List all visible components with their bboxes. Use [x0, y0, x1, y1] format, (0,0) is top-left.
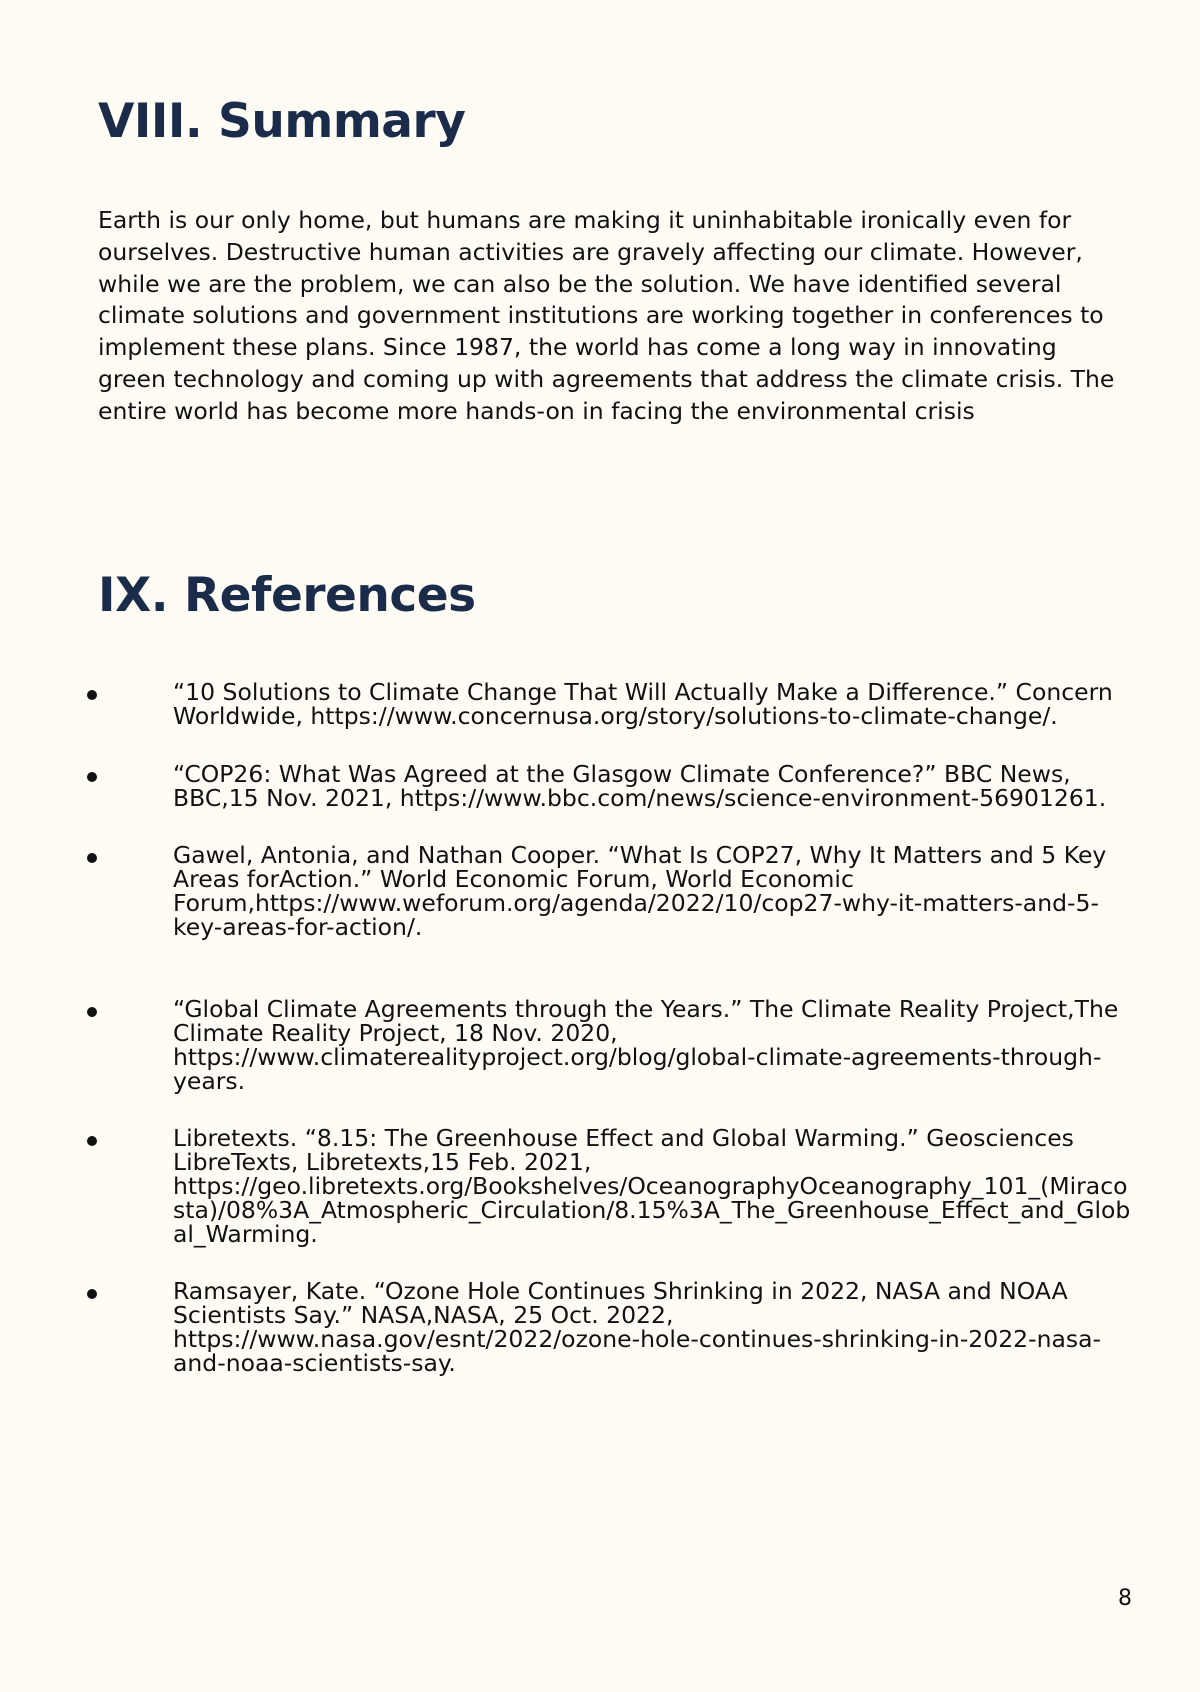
reference-text: “Global Climate Agreements through the Years.” The Climate Reality Project,The Climate Reality Project, 18 Nov. 2020, https://www.climaterealityproject.org/blog/global-climate-agreements-through-years.	[173, 995, 1119, 1095]
bullet-icon	[87, 690, 97, 700]
bullet-icon	[87, 1289, 97, 1299]
bullet-icon	[87, 853, 97, 863]
bullet-icon	[87, 1007, 97, 1017]
bullet-icon	[87, 1136, 97, 1146]
bullet-icon	[87, 772, 97, 782]
reference-text: Gawel, Antonia, and Nathan Cooper. “What Is COP27, Why It Matters and 5 Key Areas forAction.” World Economic Forum, World Economic Forum,https://www.weforum.org/agenda/2022/10/cop27-why-it-matters-and-5-key-areas-for-action/.	[173, 841, 1107, 941]
references-heading: IX. References	[98, 568, 476, 623]
page-number: 8	[1118, 1586, 1132, 1611]
summary-heading: VIII. Summary	[98, 94, 466, 149]
reference-text: Libretexts. “8.15: The Greenhouse Effect and Global Warming.” Geosciences LibreTexts, Libretexts,15 Feb. 2021, https://geo.libretexts.org/Bookshelves/OceanographyOceanography_101_(Miracosta)/08%3A_Atmospheric_Circulation/8.15%3A_The_Greenhouse_Effect_and_Global_Warming.	[173, 1124, 1131, 1248]
reference-text: “COP26: What Was Agreed at the Glasgow Climate Conference?” BBC News, BBC,15 Nov. 2021, https://www.bbc.com/news/science-environment-56901261.	[173, 760, 1107, 812]
summary-paragraph: Earth is our only home, but humans are making it uninhabitable ironically even for ourselves. Destructive human activities are gravely affecting our climate. However, while we are the problem, we can also be the solution. We have identified several climate solutions and government institutions are working together in conferences to implement these plans. Since 1987, the world has come a long way in innovating green technology and coming up with agreements that address the climate crisis. The entire world has become more hands-on in facing the environmental crisis	[98, 206, 1115, 425]
reference-text: “10 Solutions to Climate Change That Will Actually Make a Difference.” Concern Worldwide, https://www.concernusa.org/story/solutions-to-climate-change/.	[173, 678, 1113, 730]
reference-text: Ramsayer, Kate. “Ozone Hole Continues Shrinking in 2022, NASA and NOAA Scientists Say.” NASA,NASA, 25 Oct. 2022, https://www.nasa.gov/esnt/2022/ozone-hole-continues-shrinking-in-2022-nasa-and-noaa-scientists-say.	[173, 1277, 1102, 1377]
